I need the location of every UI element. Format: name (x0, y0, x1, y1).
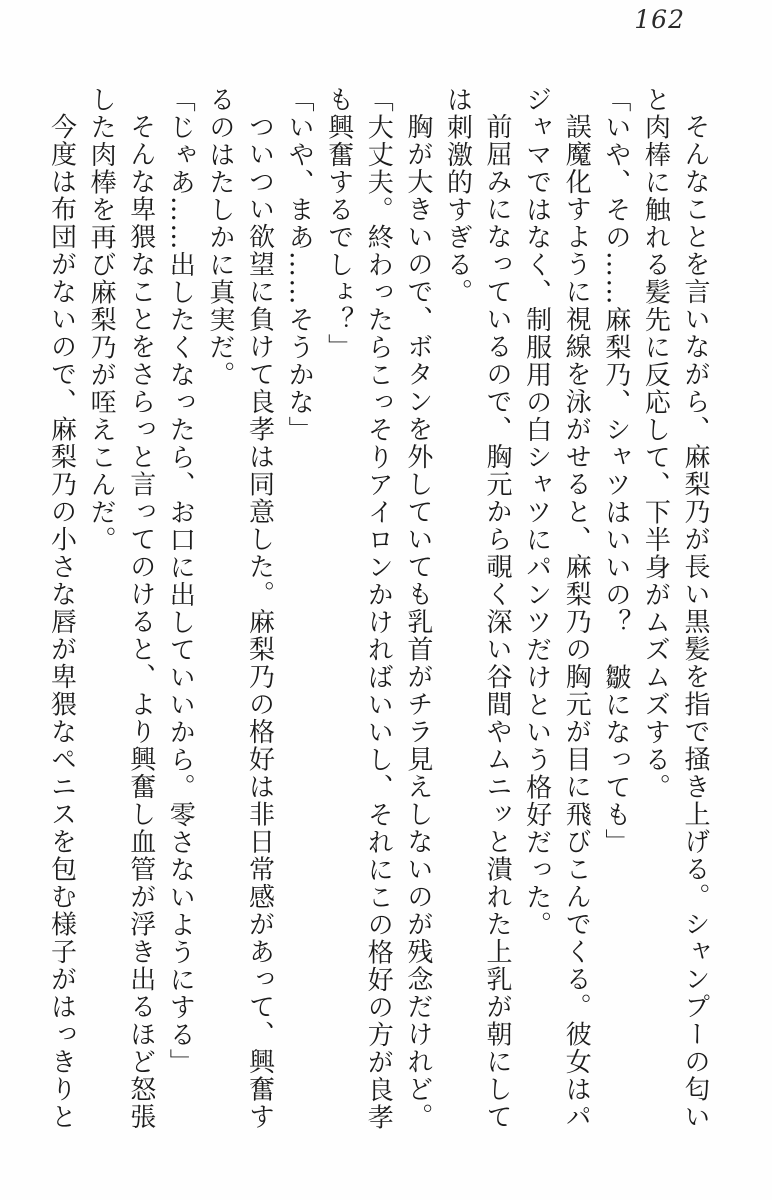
text-line: 「じゃあ……出したくなったら、お口に出していいから。零さないようにする」 (165, 86, 196, 1076)
text-line: 「いや、まあ……そうかな」 (284, 86, 315, 444)
text-line: は刺激的すぎる。 (442, 86, 473, 306)
text-line: 誤魔化すように視線を泳がせると、麻梨乃の胸元が目に飛びこんでくる。彼女はパ (561, 113, 592, 1131)
text-line: ついつい欲望に負けて良孝は同意した。麻梨乃の格好は非日常感があって、興奮す (244, 113, 275, 1131)
text-line: そんな卑猥なことをさらっと言ってのけると、より興奮し血管が浮き出るほど怒張 (125, 113, 156, 1131)
text-line: るのはたしかに真実だ。 (204, 86, 235, 389)
text-line: 「いや、その……麻梨乃、シャツはいいの？ 皺になっても」 (600, 86, 631, 856)
page-number: 162 (634, 5, 685, 34)
text-line: そんなことを言いながら、麻梨乃が長い黒髪を指で掻き上げる。シャンプーの匂い (680, 113, 710, 1131)
text-line: 胸が大きいので、ボタンを外していても乳首がチラ見えしないのが残念だけれど。 (402, 113, 433, 1131)
text-line: と肉棒に触れる髪先に反応して、下半身がムズムズする。 (640, 86, 671, 801)
text-line: 「大丈夫。終わったらこっそりアイロンかければいいし、それにこの格好の方が良孝 (363, 86, 394, 1131)
text-line: した肉棒を再び麻梨乃が咥えこんだ。 (86, 86, 117, 554)
text-line: ジャマではなく、制服用の白シャツにパンツだけという格好だった。 (521, 86, 552, 939)
text-line: も興奮するでしょ？」 (323, 86, 354, 361)
vertical-text-block (40, 86, 714, 1142)
text-line: 今度は布団がないので、麻梨乃の小さな唇が卑猥なペニスを包む様子がはっきりと (46, 113, 77, 1131)
text-line: 前屈みになっているので、胸元から覗く深い谷間やムニッと潰れた上乳が朝にして (482, 113, 513, 1131)
